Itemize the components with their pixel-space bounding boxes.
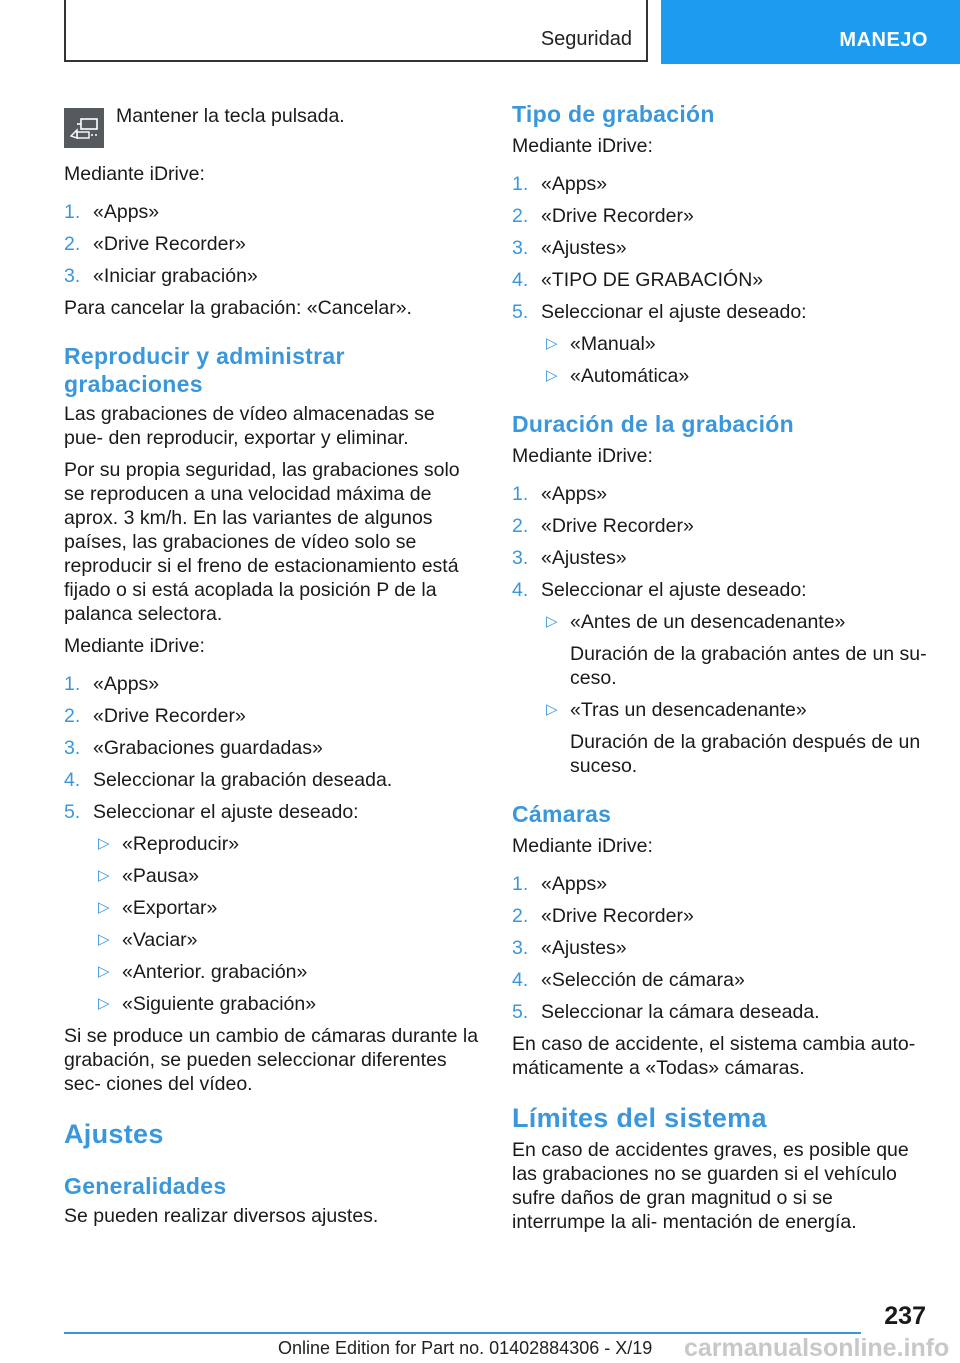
list-item: 2. «Drive Recorder» (64, 233, 246, 255)
right-column (512, 100, 927, 1234)
list-item: 4. Seleccionar la grabación deseada. (64, 769, 393, 791)
list-item: 1. «Apps» (512, 173, 608, 195)
step-number: 5. (512, 1001, 529, 1023)
list-item: ▷ «Vaciar» (98, 929, 198, 951)
heading-tipo: Tipo de grabación (512, 101, 715, 127)
section-title: Seguridad (540, 28, 632, 50)
heading-generalidades: Generalidades (64, 1173, 227, 1199)
page-header (0, 0, 960, 66)
paragraph: Las grabaciones de vídeo almacenadas se pue‐ den reproducir, exportar y eliminar. (64, 403, 435, 449)
step-number: 1. (512, 873, 529, 895)
step-number: 3. (64, 265, 81, 287)
list-item: ▷ «Pausa» (98, 865, 199, 887)
step-number: 2. (512, 205, 529, 227)
step-number: 4. (64, 769, 81, 791)
idrive-label: Mediante iDrive: (512, 135, 653, 157)
step-number: 2. (512, 515, 529, 537)
list-item: 2. «Drive Recorder» (512, 905, 694, 927)
list-item: 2. «Drive Recorder» (512, 205, 694, 227)
list-item: ▷ «Reproducir» (98, 833, 240, 855)
bullet-description: Duración de la grabación antes de un su‐ ceso. (570, 643, 927, 689)
list-item: 4. «TIPO DE GRABACIÓN» (512, 269, 764, 291)
chapter-tab (661, 0, 960, 64)
list-item: 1. «Apps» (512, 483, 608, 505)
cancel-note: Para cancelar la grabación: «Cancelar». (64, 297, 412, 319)
list-item: 5. Seleccionar la cámara deseada. (512, 1001, 820, 1023)
triangle-bullet-icon: ▷ (546, 367, 558, 384)
heading-reproducir: Reproducir y administrar grabaciones (64, 343, 345, 397)
list-item: 1. «Apps» (64, 673, 160, 695)
list-item: 3. «Ajustes» (512, 937, 627, 959)
step-number: 3. (512, 237, 529, 259)
step-number: 5. (64, 801, 81, 823)
list-item: ▷ «Automática» (546, 365, 690, 387)
step-number: 4. (512, 579, 529, 601)
heading-ajustes: Ajustes (64, 1119, 164, 1149)
step-number: 4. (512, 969, 529, 991)
left-column (64, 100, 479, 1228)
list-item: 3. «Grabaciones guardadas» (64, 737, 323, 759)
triangle-bullet-icon: ▷ (546, 613, 558, 630)
footer-edition: Online Edition for Part no. 01402884306 - X/19 (278, 1338, 653, 1358)
triangle-bullet-icon: ▷ (98, 835, 110, 852)
list-item: 1. «Apps» (512, 873, 608, 895)
paragraph: Se pueden realizar diversos ajustes. (64, 1205, 379, 1227)
idrive-label: Mediante iDrive: (512, 445, 653, 467)
step-number: 2. (512, 905, 529, 927)
triangle-bullet-icon: ▷ (98, 931, 110, 948)
list-item: ▷ «Exportar» (98, 897, 218, 919)
paragraph: Si se produce un cambio de cámaras durante la grabación, se pueden seleccionar diferentes sec‐ ciones del vídeo. (64, 1025, 479, 1095)
list-item: ▷ «Manual» (546, 333, 656, 355)
step-number: 1. (64, 673, 81, 695)
idrive-label: Mediante iDrive: (64, 635, 205, 657)
triangle-bullet-icon: ▷ (98, 963, 110, 980)
list-item: ▷ «Anterior. grabación» (98, 961, 308, 983)
paragraph: Por su propia seguridad, las grabaciones solo se reproducen a una velocidad máxima de aprox. 3 km/h. En las variantes de algunos países, las grabaciones de vídeo solo se reproducir si el freno de estacionamiento está fijado o si está acoplada la posición P de la palanca selectora. (64, 459, 460, 625)
list-item: 2. «Drive Recorder» (64, 705, 246, 727)
bullet-description: Duración de la grabación después de un suceso. (570, 731, 921, 777)
list-item: ▷ «Antes de un desencadenante» (546, 611, 846, 633)
list-item: 3. «Ajustes» (512, 237, 627, 259)
heading-duracion: Duración de la grabación (512, 411, 794, 437)
step-number: 1. (512, 483, 529, 505)
list-item: 5. Seleccionar el ajuste deseado: (512, 301, 807, 323)
list-item: ▷ «Tras un desencadenante» (546, 699, 807, 721)
step-number: 3. (512, 547, 529, 569)
paragraph: En caso de accidentes graves, es posible que las grabaciones no se guarden si el vehículo sufre daños de gran magnitud o si se interrumpe la ali‐ mentación de energía. (512, 1139, 909, 1233)
list-item: 4. «Selección de cámara» (512, 969, 745, 991)
key-text: Mantener la tecla pulsada. (116, 105, 345, 127)
heading-limites: Límites del sistema (512, 1103, 767, 1133)
list-item: 5. Seleccionar el ajuste deseado: (64, 801, 359, 823)
drive-recorder-key-icon (64, 108, 104, 148)
key-instruction (64, 100, 479, 148)
page-number: 237 (884, 1302, 926, 1330)
heading-camaras: Cámaras (512, 801, 612, 827)
step-number: 1. (512, 173, 529, 195)
step-number: 2. (64, 705, 81, 727)
triangle-bullet-icon: ▷ (546, 335, 558, 352)
paragraph: En caso de accidente, el sistema cambia auto‐ máticamente a «Todas» cámaras. (512, 1033, 916, 1079)
list-item: 4. Seleccionar el ajuste deseado: (512, 579, 807, 601)
step-number: 4. (512, 269, 529, 291)
step-number: 1. (64, 201, 81, 223)
step-number: 3. (64, 737, 81, 759)
triangle-bullet-icon: ▷ (98, 899, 110, 916)
list-item: 3. «Iniciar grabación» (64, 265, 258, 287)
chapter-title: MANEJO (839, 29, 928, 51)
idrive-label: Mediante iDrive: (64, 163, 205, 185)
list-item: 2. «Drive Recorder» (512, 515, 694, 537)
step-number: 5. (512, 301, 529, 323)
idrive-label: Mediante iDrive: (512, 835, 653, 857)
list-item: ▷ «Siguiente grabación» (98, 993, 317, 1015)
step-number: 3. (512, 937, 529, 959)
list-item: 3. «Ajustes» (512, 547, 627, 569)
triangle-bullet-icon: ▷ (98, 995, 110, 1012)
watermark: carmanualsonline.info (684, 1334, 950, 1362)
list-item: 1. «Apps» (64, 201, 160, 223)
triangle-bullet-icon: ▷ (546, 701, 558, 718)
step-number: 2. (64, 233, 81, 255)
triangle-bullet-icon: ▷ (98, 867, 110, 884)
section-tab (64, 0, 648, 62)
